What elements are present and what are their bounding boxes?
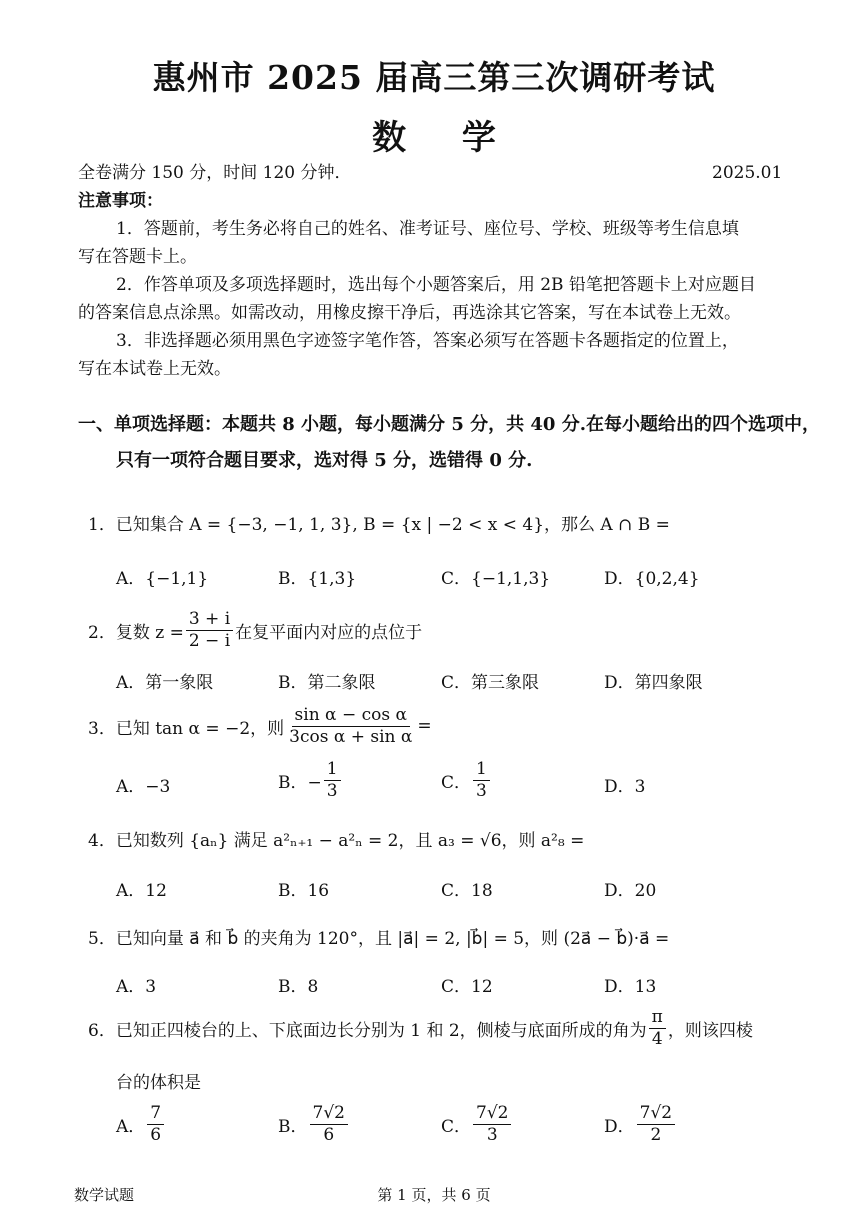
q1-option-d: D．{0,2,4} — [604, 569, 700, 589]
q3-stem-pre: 3．已知 tan α = −2，则 — [88, 718, 285, 739]
q6-option-d — [604, 1104, 677, 1144]
question-6 — [88, 1008, 753, 1048]
q6-option-a-den: 6 — [150, 1124, 162, 1145]
q3-option-c-den: 3 — [476, 780, 487, 801]
q3-option-b-num: 1 — [324, 760, 341, 781]
q3-denominator: 3cos α + sin α — [289, 726, 413, 747]
section-instructions: 只有一项符合题目要求，选对得 5 分，选错得 0 分. — [116, 450, 533, 471]
q6-option-b-prefix: B． — [278, 1116, 308, 1137]
q6-option-d-prefix: D． — [604, 1116, 635, 1137]
subject-title: 数 学 — [372, 118, 518, 158]
q6-option-a-prefix: A． — [116, 1116, 146, 1137]
footer-subject: 数学试题 — [74, 1186, 135, 1204]
question-2 — [88, 610, 422, 650]
q3-option-a: A．−3 — [116, 777, 171, 797]
question-4: 4．已知数列 {aₙ} 满足 a²ₙ₊₁ − a²ₙ = 2，且 a₃ = √6，则 a²₈ = — [88, 831, 585, 851]
q2-stem-pre: 2．复数 z = — [88, 622, 184, 643]
q1-option-c: C．{−1,1,3} — [441, 569, 551, 589]
exam-date: 2025.01 — [712, 163, 783, 183]
section-heading: 一、单项选择题：本题共 8 小题，每小题满分 5 分，共 40 分.在每小题给出的四个选项中， — [78, 414, 820, 435]
q6-option-c-prefix: C． — [441, 1116, 472, 1137]
q6-option-b — [278, 1104, 350, 1144]
q5-option-c: C．12 — [441, 977, 493, 997]
q3-option-c-prefix: C． — [441, 772, 472, 793]
q6-option-b-den: 6 — [323, 1124, 335, 1145]
notice-2: 2．作答单项及多项选择题时，选出每个小题答案后，用 2B 铅笔把答题卡上对应题目 — [116, 275, 756, 295]
q6-denominator: 4 — [651, 1028, 663, 1049]
q2-denominator: 2 − i — [188, 630, 231, 651]
q2-option-b: B．第二象限 — [278, 673, 376, 693]
notice-3-cont: 写在本试卷上无效。 — [78, 359, 231, 379]
q2-option-a: A．第一象限 — [116, 673, 214, 693]
q2-option-d: D．第四象限 — [604, 673, 703, 693]
q6-option-d-num: 7√2 — [637, 1104, 675, 1125]
q3-option-c — [441, 760, 492, 800]
q2-stem-post: 在复平面内对应的点位于 — [235, 622, 423, 643]
q6-option-a-fraction — [147, 1104, 164, 1144]
q6-option-c — [441, 1104, 513, 1144]
q2-fraction — [186, 610, 233, 650]
question-6-cont: 台的体积是 — [116, 1073, 201, 1093]
q3-option-c-fraction — [473, 760, 490, 800]
q3-option-b-fraction — [324, 760, 341, 800]
q4-option-d: D．20 — [604, 881, 657, 901]
q2-option-c: C．第三象限 — [441, 673, 540, 693]
exam-title: 惠州市 2025 届高三第三次调研考试 — [152, 58, 716, 97]
q3-option-d: D．3 — [604, 777, 646, 797]
q6-option-d-fraction — [637, 1104, 675, 1144]
notice-3: 3．非选择题必须用黑色字迹签字笔作答，答案必须写在答题卡各题指定的位置上， — [116, 331, 739, 351]
q2-numerator: 3 + i — [186, 610, 233, 631]
notice-1: 1．答题前，考生务必将自己的姓名、准考证号、座位号、学校、班级等考生信息填 — [116, 219, 739, 239]
footer-page-number: 第 1 页，共 6 页 — [377, 1186, 491, 1204]
q3-numerator: sin α − cos α — [292, 706, 410, 727]
question-5: 5．已知向量 a⃗ 和 b⃗ 的夹角为 120°，且 |a⃗| = 2, |b⃗| = 5，则 (2a⃗ − b⃗)·a⃗ = — [88, 929, 670, 949]
q6-option-d-den: 2 — [650, 1124, 662, 1145]
exam-meta: 全卷满分 150 分，时间 120 分钟． — [78, 163, 352, 183]
q1-option-b: B．{1,3} — [278, 569, 357, 589]
q5-option-d: D．13 — [604, 977, 657, 997]
q6-option-a-num: 7 — [147, 1104, 164, 1125]
question-3 — [88, 706, 432, 746]
q3-fraction — [286, 706, 415, 746]
q6-option-c-den: 3 — [486, 1124, 498, 1145]
q4-option-c: C．18 — [441, 881, 493, 901]
notice-heading: 注意事项： — [78, 191, 163, 211]
q6-option-c-fraction — [473, 1104, 511, 1144]
notice-1-cont: 写在答题卡上。 — [78, 247, 197, 267]
q6-fraction — [649, 1008, 666, 1048]
notice-2-cont: 的答案信息点涂黑。如需改动，用橡皮擦干净后，再选涂其它答案，写在本试卷上无效。 — [78, 303, 741, 323]
q4-option-b: B．16 — [278, 881, 330, 901]
q4-option-a: A．12 — [116, 881, 167, 901]
q1-option-a: A．{−1,1} — [116, 569, 209, 589]
q6-option-a — [116, 1104, 166, 1144]
question-1: 1．已知集合 A = {−3, −1, 1, 3}, B = {x | −2 < x < 4}，那么 A ∩ B = — [88, 515, 670, 535]
q3-option-b — [278, 760, 343, 800]
q3-stem-post: = — [417, 716, 432, 737]
q6-option-b-fraction — [310, 1104, 348, 1144]
q6-numerator: π — [649, 1008, 666, 1029]
q5-option-a: A．3 — [116, 977, 157, 997]
q6-stem-pre: 6．已知正四棱台的上、下底面边长分别为 1 和 2，侧棱与底面所成的角为 — [88, 1020, 647, 1041]
q6-option-c-num: 7√2 — [473, 1104, 511, 1125]
q5-option-b: B．8 — [278, 977, 319, 997]
q3-option-c-num: 1 — [473, 760, 490, 781]
q6-stem-post: ，则该四棱 — [667, 1020, 753, 1041]
q3-option-b-prefix: B．− — [278, 772, 322, 793]
q3-option-b-den: 3 — [326, 780, 338, 801]
q6-option-b-num: 7√2 — [310, 1104, 348, 1125]
